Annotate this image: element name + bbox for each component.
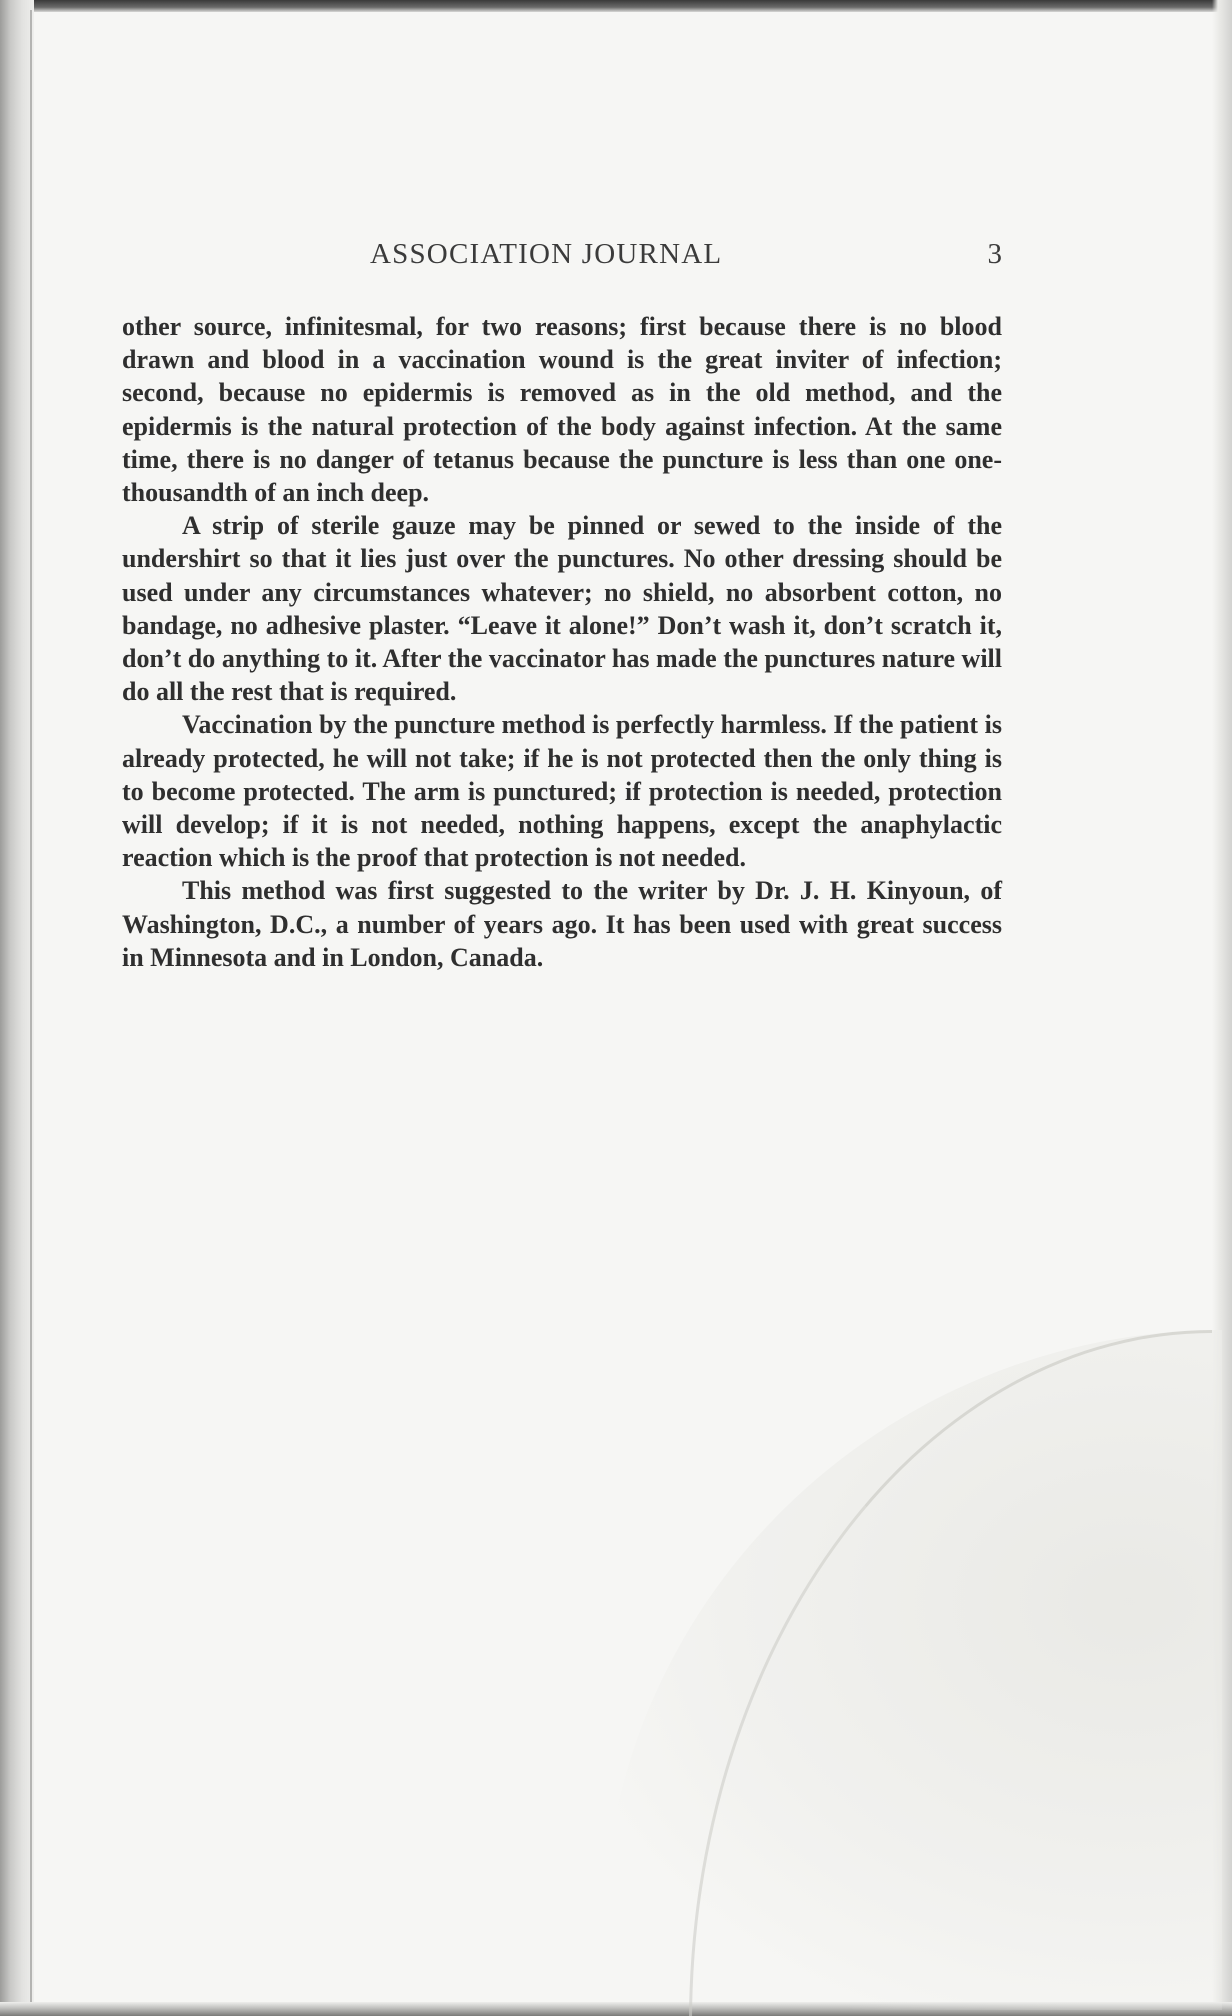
water-stain bbox=[602, 1330, 1222, 2010]
scan-right-edge bbox=[1212, 0, 1232, 2016]
paragraph-3: Vaccination by the puncture method is perfectly harmless. If the patient is already protected, he will not take; if he is not protected then the only thing is to become protected. The arm is punctured; if protection is needed, protection will develop; if it is not needed, nothing happens, except the anaphylactic reaction which is the proof that protection is not needed. bbox=[122, 710, 1002, 873]
scan-bottom-edge bbox=[0, 2002, 1232, 2016]
scan-left-binding-edge bbox=[0, 0, 34, 2016]
paragraph-4: This method was first suggested to the writer by Dr. J. H. Kinyoun, of Washington, D.C., a number of years ago. It has been used with great success in Minnesota and in London, Canada. bbox=[122, 876, 1002, 972]
article-body bbox=[122, 310, 1002, 974]
scan-top-edge bbox=[0, 0, 1232, 12]
paragraph-2: A strip of sterile gauze may be pinned or sewed to the inside of the undershirt so that it lies just over the punctures. No other dressing should be used under any circumstances whatever; no shield, no absorbent cotton, no bandage, no adhesive plaster. “Leave it alone!” Don’t wash it, don’t scratch it, don’t do anything to it. After the vaccinator has made the punctures nature will do all the rest that is required. bbox=[122, 511, 1002, 707]
water-stain-outline bbox=[689, 1330, 1212, 2016]
journal-title: ASSOCIATION JOURNAL bbox=[370, 238, 723, 270]
page-number: 3 bbox=[987, 238, 1002, 270]
scan-left-crease bbox=[30, 10, 32, 2010]
running-header bbox=[122, 238, 1002, 278]
paragraph-1: other source, infinitesmal, for two reasons; first because there is no blood drawn and blood in a vaccination wound is the great inviter of infection; second, because no epidermis is removed as in the old method, and the epidermis is the natural protection of the body against infection. At the same time, there is no danger of tetanus because the puncture is less than one one-thousandth of an inch deep. bbox=[122, 312, 1002, 508]
